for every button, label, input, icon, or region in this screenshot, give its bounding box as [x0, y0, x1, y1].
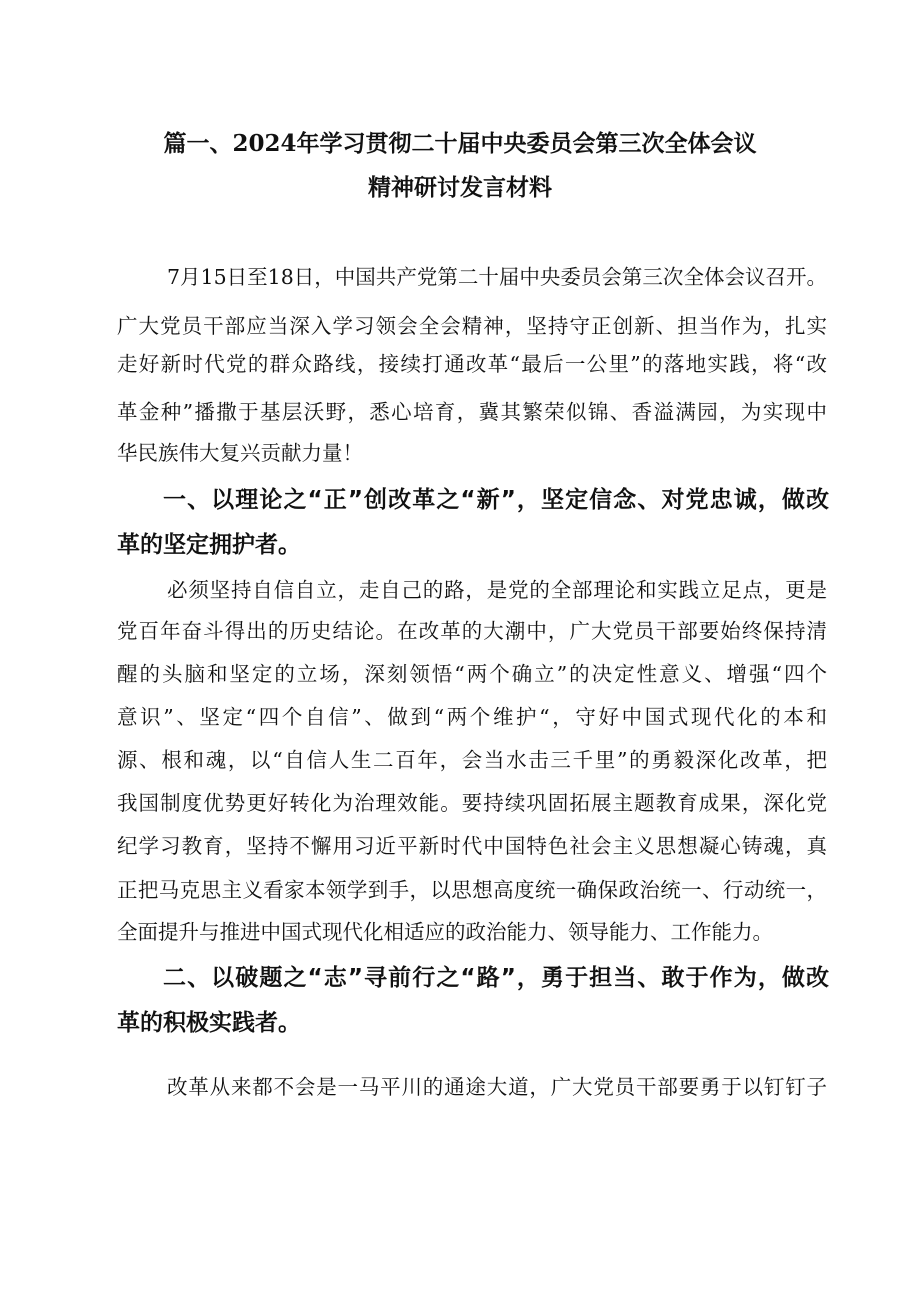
intro-paragraph-line: 革金种”播撒于基层沃野，悉心培育，冀其繁荣似锦、香溢满园，为实现中: [117, 400, 827, 424]
section-2-heading-line: 二、以破题之“志”寻前行之“路”，勇于担当、敢于作为，做改: [163, 965, 829, 991]
section-1-heading-line: 革的坚定拥护者。: [117, 532, 301, 558]
document-title-line-2: 精神研讨发言材料: [368, 174, 552, 201]
section-1-body-line: 纪学习教育，坚持不懈用习近平新时代中国特色社会主义思想凝心铸魂，真: [117, 834, 827, 858]
intro-paragraph-line: 7月15日至18日，中国共产党第二十届中央委员会第三次全体会议召开。: [167, 265, 827, 289]
section-1-body-line: 源、根和魂，以“自信人生二百年，会当水击三千里”的勇毅深化改革，把: [117, 748, 827, 772]
section-1-body-line: 意识”、坚定“四个自信”、做到“两个维护“，守好中国式现代化的本和: [117, 705, 827, 729]
section-1-body-line: 党百年奋斗得出的历史结论。在改革的大潮中，广大党员干部要始终保持清: [117, 619, 827, 643]
intro-paragraph-line: 走好新时代党的群众路线，接续打通改革“最后一公里”的落地实践，将“改: [117, 352, 827, 376]
section-2-heading-line: 革的积极实践者。: [117, 1010, 301, 1036]
section-1-body-line: 正把马克思主义看家本领学到手，以思想高度统一确保政治统一、行动统一，: [117, 878, 827, 902]
section-2-body-line: 改革从来都不会是一马平川的通途大道，广大党员干部要勇于以钉钉子: [167, 1075, 827, 1099]
section-1-body-line: 全面提升与推进中国式现代化相适应的政治能力、领导能力、工作能力。: [117, 920, 773, 944]
section-1-heading-line: 一、以理论之“正”创改革之“新”，坚定信念、对党忠诚，做改: [163, 487, 829, 513]
document-title-line-1: 篇一、2024年学习贯彻二十届中央委员会第三次全体会议: [163, 130, 757, 157]
section-1-body-line: 我国制度优势更好转化为治理效能。要持续巩固拓展主题教育成果，深化党: [117, 791, 827, 815]
intro-paragraph-line: 华民族伟大复兴贡献力量！: [117, 441, 363, 465]
section-1-body-line: 醒的头脑和坚定的立场，深刻领悟“两个确立”的决定性意义、增强“四个: [117, 662, 827, 686]
intro-paragraph-line: 广大党员干部应当深入学习领会全会精神，坚持守正创新、担当作为，扎实: [117, 314, 827, 338]
section-1-body-line: 必须坚持自信自立，走自己的路，是党的全部理论和实践立足点，更是: [167, 578, 827, 602]
